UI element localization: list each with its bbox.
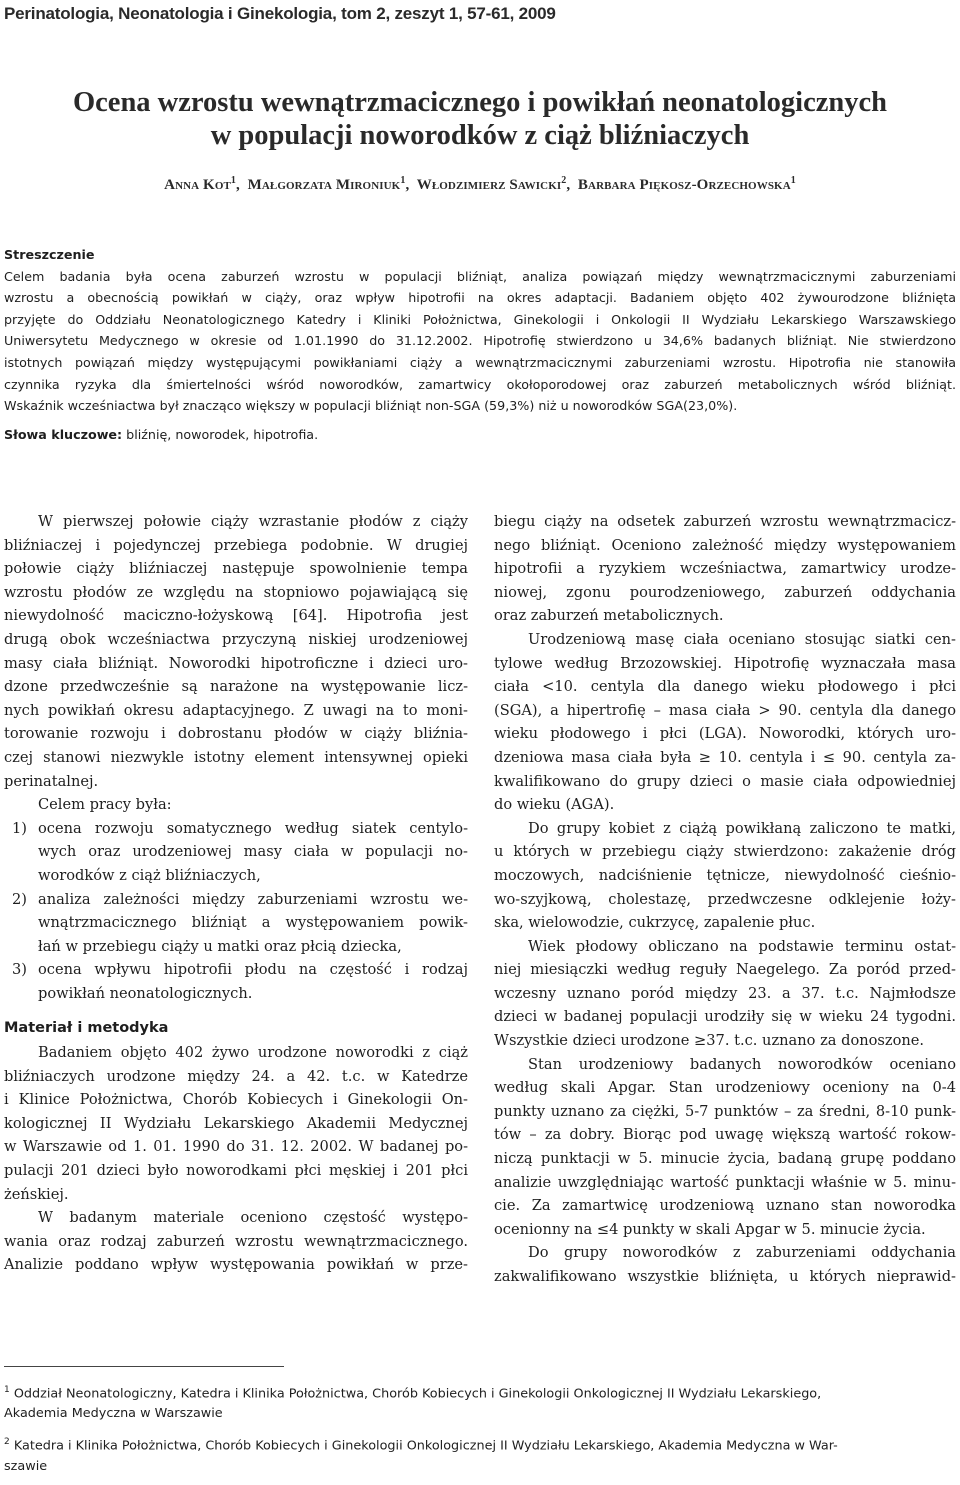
text-line: dzieci w badanej populacji urodziły się w wieku 24 tygodni.	[494, 1008, 956, 1026]
text-line: wczesny uznano poród między 23. a 37. t.c. Najmłodsze	[494, 984, 956, 1002]
journal-header: Perinatologia, Neonatologia i Ginekologia, tom 2, zeszyt 1, 57-61, 2009	[4, 4, 556, 23]
text-line: wo-szyjkową, cholestazę, przedwczesne odklejenie łoży-	[494, 890, 956, 908]
abstract-line: Uniwersytetu Medycznego w okresie od 1.01.1990 do 31.12.2002. Hipotrofię stwierdzono u 34,6% badanych bliźniąt. Nie stwierdzono	[4, 333, 956, 349]
text-line: hipotrofii a ryzykiem wcześniactwa, zamartwicy urodze-	[494, 560, 956, 578]
text-line: tów – za dobry. Biorąc pod uwagę większą wartość rokow-	[494, 1126, 956, 1144]
text-line: u których w przebiegu ciąży stwierdzono: zakażenie dróg	[494, 843, 956, 861]
text-line: pulacji 201 dzieci było noworodkami płci męskiej i 201 płci	[4, 1162, 468, 1180]
text-line: wania oraz rodzaj zaburzeń wzrostu wewnątrzmacicznego.	[4, 1232, 468, 1250]
text-line: niej miesiączki według reguły Naegelego. Za poród przed-	[494, 961, 956, 979]
text-line: bliźniaczych urodzone między 24. a 42. t.c. w Katedrze	[4, 1067, 468, 1085]
text-line: oraz zaburzeń metabolicznych.	[494, 607, 724, 625]
aim-number: 3)	[12, 961, 27, 979]
abstract	[4, 244, 956, 445]
text-line: dzone przedwcześnie są narażone na występowanie licz-	[4, 678, 468, 696]
text-line: punkty uznano za ciężki, 5-7 punktów – za średni, 8-10 punk-	[494, 1102, 956, 1120]
aim-item	[4, 817, 468, 841]
aim-item	[4, 958, 468, 982]
abstract-line: Celem badania była ocena zaburzeń wzrostu w populacji bliźniąt, analiza powiązań między wewnątrzmacicznymi zaburzeniami	[4, 268, 956, 284]
text-line: Urodzeniową masę ciała oceniano stosując siatki cen-	[528, 630, 956, 648]
text-line: ciała <10. centyla dla danego wieku płodowego i płci	[494, 678, 956, 696]
right-column	[494, 510, 956, 1289]
title-line-1: Ocena wzrostu wewnątrzmacicznego i powikłań neonatologicznych	[72, 87, 888, 118]
author: Włodzimierz Sawicki	[416, 177, 562, 193]
text-line: wieku płodowego i płci (LGA). Noworodki, których uro-	[494, 725, 956, 743]
text-line: bliźniaczej i pojedynczej przebiega podobnie. W drugiej	[4, 536, 468, 554]
text-line: cie. Za zamartwicę urodzeniową uznano stan noworodka	[494, 1197, 956, 1215]
text-line: niczą punktacji w 5. minucie życia, badaną grupę poddano	[494, 1150, 956, 1168]
text-line: biegu ciąży na odsetek zaburzeń wzrostu wewnątrzmacicz-	[494, 513, 956, 530]
abstract-line: czynnika ryzyka dla śmiertelności wśród noworodków, zamartwicy okołoporodowej oraz zaburzeń metabolicznych wśród bliźniąt.	[4, 376, 956, 392]
author-affiliation-mark: 1	[230, 175, 237, 186]
aims-intro: Celem pracy była:	[38, 796, 172, 814]
footnote-line: szawie	[4, 1458, 48, 1474]
aim-item-cont: łań w przebiegu ciąży u matki oraz płcią dziecka,	[38, 937, 402, 955]
footnotes	[4, 1380, 956, 1485]
abstract-line: przyjęte do Oddziału Neonatologicznego Katedry i Kliniki Położnictwa, Ginekologii i Onkologii II Wydziału Lekarskiego Warszawskiego	[4, 311, 956, 327]
text-line: i Klinice Położnictwa, Chorób Kobiecych i Ginekologii On-	[4, 1091, 468, 1109]
text-line: Wszystkie dzieci urodzone ≥37. t.c. uznano za donoszone.	[494, 1032, 925, 1050]
text-line: kologicznej II Wydziału Lekarskiego Akademii Medycznej	[4, 1114, 468, 1132]
aim-text: ocena rozwoju somatycznego według siatek centylo-	[38, 819, 468, 837]
text-line: ska, wielowodzie, cukrzycę, zapalenie płuc.	[494, 914, 816, 932]
text-line: ocenionny na ≤4 punkty w skali Apgar w 5. minucie życia.	[494, 1220, 926, 1238]
text-line: W pierwszej połowie ciąży wzrastanie płodów z ciąży	[38, 513, 468, 530]
footnote-line	[4, 1432, 956, 1456]
text-line: nego bliźniąt. Oceniono zależność między występowaniem	[494, 536, 956, 554]
text-line: żeńskiej.	[4, 1185, 69, 1203]
abstract-heading: Streszczenie	[4, 247, 95, 262]
text-line: Do grupy noworodków z zaburzeniami oddychania	[528, 1244, 956, 1262]
footnote-line: Akademia Medyczna w Warszawie	[4, 1406, 223, 1422]
text-line: czej stanowi niezwykle istotny element intensywnej opieki	[4, 748, 468, 766]
aim-item-cont: powikłań neonatologicznych.	[38, 984, 253, 1002]
author-list: Anna Kot$^1$, Małgorzata Mironiuk$^1$, Włodzimierz Sawicki$^2$, Barbara Piękosz-Orzechowska$^1$	[164, 175, 796, 193]
text-line: Badaniem objęto 402 żywo urodzone noworodki z ciąż	[38, 1044, 468, 1062]
text-line: tylowe według Brzozowskiej. Hipotrofię wyznaczała masa	[494, 654, 956, 672]
text-line: niowej, zgonu pourodzeniowego, zaburzeń oddychania	[494, 583, 956, 601]
author-affiliation-mark: 1	[790, 175, 796, 186]
abstract-line: Wskaźnik wcześniactwa był znacząco większy w populacji bliźniąt non-SGA (59,3%) niż u noworodków SGA(23,0%).	[4, 398, 738, 414]
methods-heading: Materiał i metodyka	[4, 1020, 169, 1037]
aim-item-cont: wnątrzmacicznego bliźniąt a występowaniem powik-	[38, 914, 468, 932]
footnote-divider	[4, 1366, 284, 1367]
text-line: drugą obok wcześniactwa przyczyną niskiej urodzeniowej	[4, 630, 468, 648]
aim-number: 2)	[12, 890, 27, 908]
left-column	[4, 510, 468, 1277]
footnote-mark: 2	[4, 1437, 10, 1448]
text-line: w Warszawie od 1. 01. 1990 do 31. 12. 2002. W badanej po-	[4, 1138, 468, 1156]
footnote-line	[4, 1380, 956, 1404]
text-line: niewydolność maciczno-łożyskową [64]. Hipotrofia jest	[4, 607, 468, 625]
aim-item-cont: worodków z ciąż bliźniaczych,	[38, 866, 261, 884]
text-line: nych powikłań okresu adaptacyjnego. Z uwagi na to moni-	[4, 701, 468, 719]
text-line: (SGA), a hipertrofię – masa ciała > 90. centyla dla danego	[494, 701, 956, 719]
footnote-2	[4, 1432, 956, 1476]
author-affiliation-mark: 2	[561, 175, 567, 186]
text-line: masy ciała bliźniąt. Noworodki hipotroficzne i dzieci uro-	[4, 654, 468, 672]
text-line: dzeniowa masa ciała była ≥ 10. centyla i ≤ 90. centyla za-	[494, 748, 956, 766]
text-line: W badanym materiale oceniono częstość występo-	[38, 1209, 468, 1227]
text-line: Do grupy kobiet z ciążą powikłaną zaliczono te matki,	[528, 819, 956, 837]
text-line: Wiek płodowy obliczano na podstawie terminu ostat-	[528, 937, 956, 955]
author-affiliation-mark: 1	[400, 175, 406, 186]
footnote-text: Katedra i Klinika Położnictwa, Chorób Kobiecych i Ginekologii Onkologicznej II Wydziału Lekarskiego, Akademia Medyczna w War-	[13, 1438, 838, 1454]
keywords-label: Słowa kluczowe:	[4, 426, 123, 442]
text-line: wzrostu płodów ze względu na stopniowo pojawiającą się	[4, 583, 468, 601]
text-line: połowie ciąży bliźniaczej następuje spowolnienie tempa	[4, 560, 468, 578]
text-line: Stan urodzeniowy badanych noworodków oceniano	[528, 1055, 956, 1073]
author: Małgorzata Mironiuk	[247, 177, 401, 193]
text-line: do wieku (AGA).	[494, 796, 615, 814]
text-line: według skali Apgar. Stan urodzeniowy oceniony na 0-4	[494, 1079, 956, 1097]
text-line: Analizie poddano wpływ występowania powikłań w prze-	[4, 1256, 468, 1274]
text-line: zakwalifikowano wszystkie bliźnięta, u których nieprawid-	[494, 1268, 956, 1285]
author: Barbara Piękosz-Orzechowska	[577, 177, 791, 193]
keywords-text: bliźnię, noworodek, hipotrofia.	[122, 426, 319, 442]
aim-number: 1)	[12, 819, 27, 837]
aim-text: analiza zależności między zaburzeniami wzrostu we-	[38, 890, 468, 908]
title-line-2: w populacji noworodków z ciąż bliźniaczych	[210, 120, 750, 151]
article-title	[0, 86, 960, 152]
footnote-1	[4, 1380, 956, 1424]
text-line: torowanie rozwoju i dobrostanu płodów w ciąży bliźnia-	[4, 725, 468, 743]
footnote-mark: 1	[4, 1385, 10, 1395]
keywords	[4, 424, 956, 446]
text-line: perinatalnej.	[4, 772, 99, 790]
aim-text: ocena wpływu hipotrofii płodu na częstość i rodzaj	[38, 961, 468, 979]
text-line: analizie uwzględniając wartość punktacji właśnie w 5. minu-	[494, 1173, 956, 1191]
abstract-line: wzrostu a obecnością powikłań w ciąży, oraz wpływ hipotrofii na okres adaptacji. Badaniem objęto 402 żywourodzone bliźnięta	[4, 290, 956, 306]
author: Anna Kot	[164, 177, 231, 193]
text-line: kwalifikowano do grupy dzieci o masie ciała odpowiedniej	[494, 772, 956, 790]
aim-item-cont: wych oraz urodzeniowej masy ciała w populacji no-	[38, 843, 468, 861]
text-line: moczowych, nadciśnienie tętnicze, niewydolność cieśnio-	[494, 866, 956, 884]
abstract-line: istotnych powiązań między występującymi powikłaniami ciąży a wewnątrzmacicznymi zaburzeniami wzrostu. Hipotrofia nie stanowiła	[4, 354, 956, 370]
aim-item	[4, 888, 468, 912]
footnote-text: Oddział Neonatologiczny, Katedra i Klinika Położnictwa, Chorób Kobiecych i Ginekologii Onkologicznej II Wydziału Lekarskiego,	[13, 1386, 822, 1402]
